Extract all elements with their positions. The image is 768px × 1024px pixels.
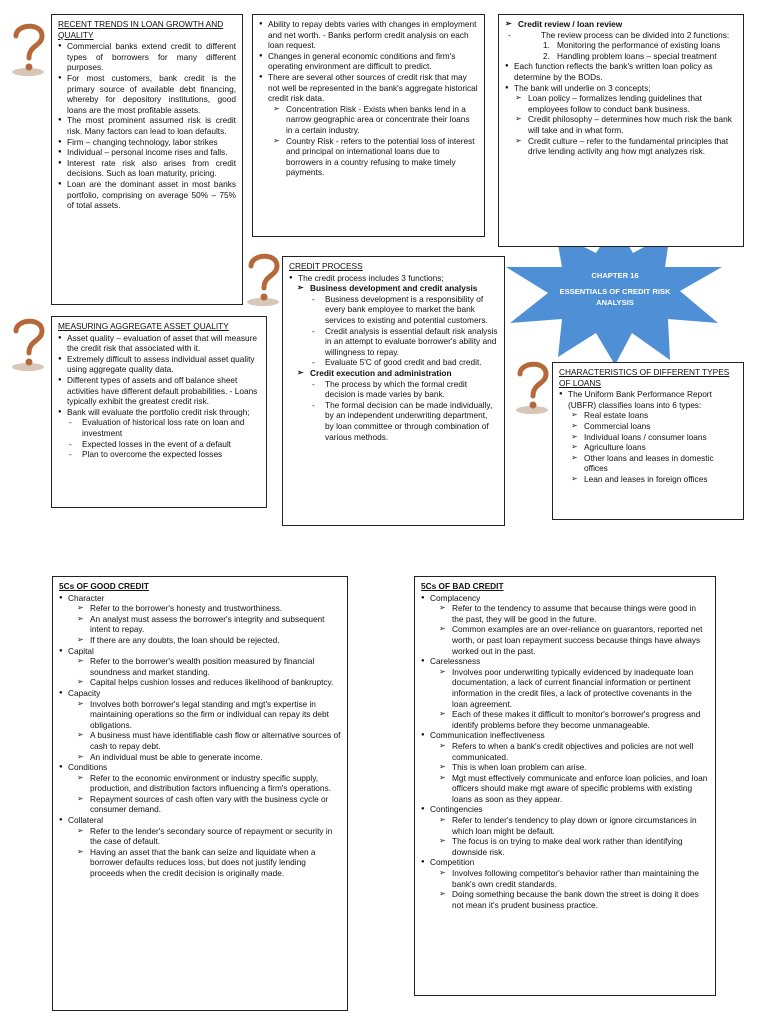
credit-factor xyxy=(421,593,709,657)
credit-factor-name: Competition xyxy=(430,857,475,868)
sub-item: ➢ Country Risk - refers to the potential loss of interest and principal on international loans due to borrowers in a country refusing to make timely payments. xyxy=(273,136,478,178)
chapter-number: CHAPTER 16 xyxy=(591,271,639,280)
loan-type-item: ➢ Other loans and leases in domestic offices xyxy=(571,453,737,474)
list-item: ● The bank will underlie on 3 concepts; xyxy=(505,83,737,94)
loan-type-item: ➢ Real estate loans xyxy=(571,410,737,421)
process-item: - Business development is a responsibility of every bank employee to market the bank services to existing and potential customers. xyxy=(309,294,498,326)
credit-review-title: ➢ Credit review / loan review xyxy=(505,19,737,30)
process-item: - The process by which the formal credit decision is made varies by bank. xyxy=(309,379,498,400)
chapter-title xyxy=(540,270,690,308)
loan-growth-box xyxy=(51,14,243,305)
credit-factor-point: ➢ Involves following competitor's behavior rather than maintaining the bank's own credit standards. xyxy=(439,868,709,889)
credit-factor xyxy=(59,593,341,646)
good-credit-box xyxy=(52,576,348,1011)
credit-factor xyxy=(421,656,709,730)
list-item: ● Different types of assets and off balance sheet activities have different default probabilities. - Loans typically exhibit the greatest credit risk. xyxy=(58,375,260,407)
list-item: ● Extremely difficult to assess individual asset quality using aggregate quality data. xyxy=(58,354,260,375)
credit-factor-point: ➢ Refer to the borrower's wealth position measured by financial soundness and market standing. xyxy=(77,656,341,677)
process-item: - The formal decision can be made individually, by an independent underwriting department, by loan committee or through combination of various methods. xyxy=(309,400,498,442)
list-item: ● The most prominent assumed risk is credit risk. Many factors can lead to loan defaults. xyxy=(58,115,236,136)
list-item: ● For most customers, bank credit is the primary source of available debt financing, whereby for depository institutions, good loans are the most profitable assets. xyxy=(58,73,236,115)
chapter-name: ESSENTIALS OF CREDIT RISK ANALYSIS xyxy=(559,287,671,307)
credit-factor-point: ➢ This is when loan problem can arise. xyxy=(439,762,709,773)
concept-item: ➢ Credit philosophy – determines how much risk the bank will take and in what form. xyxy=(515,114,737,135)
sub-item: - Evaluation of historical loss rate on loan and investment xyxy=(66,417,260,438)
credit-factor-name: Character xyxy=(68,592,105,603)
credit-factor-point: ➢ An analyst must assess the borrower's integrity and subsequent intent to repay. xyxy=(77,614,341,635)
concept-item: ➢ Credit culture – refer to the fundamental principles that drive lending activity ang how mgt analyzes risk. xyxy=(515,136,737,157)
credit-factor-point: ➢ Each of these makes it difficult to monitor's borrower's progress and identify problems before they become unmanageable. xyxy=(439,709,709,730)
list-item: ● Each function reflects the bank's written loan policy as determine by the BODs. xyxy=(505,61,737,82)
loan-type-item: ➢ Lean and leases in foreign offices xyxy=(571,474,737,485)
asset-quality-box xyxy=(51,316,267,508)
sub-item: ➢ Concentration Risk - Exists when banks lend in a narrow geographic area or concentrate their loans in a certain industry. xyxy=(273,104,478,136)
credit-factor-name: Capital xyxy=(68,645,94,656)
credit-factor-point: ➢ Refer to the lender's secondary source of repayment or security in the case of default. xyxy=(77,826,341,847)
credit-factor-point: ➢ Doing something because the bank down the street is doing it does not mean it's prudent business practice. xyxy=(439,889,709,910)
credit-factor xyxy=(59,762,341,815)
credit-factor-point: ➢ Refer to the tendency to assume that because things were good in the past, they will be good in the future. xyxy=(439,603,709,624)
credit-process-title: CREDIT PROCESS xyxy=(289,261,363,271)
function-credit-execution: ➢ Credit execution and administration xyxy=(297,368,498,379)
sub-item: - Plan to overcome the expected losses xyxy=(66,449,260,460)
question-mark-icon xyxy=(243,250,285,308)
process-item: - Evaluate 5'C of good credit and bad credit. xyxy=(309,357,498,368)
credit-factor-name: Carelessness xyxy=(430,656,481,667)
loan-growth-title: RECENT TRENDS IN LOAN GROWTH AND QUALITY xyxy=(58,19,224,40)
credit-factor-point: ➢ Capital helps cushion losses and reduces likelihood of bankruptcy. xyxy=(77,677,341,688)
process-item: - Credit analysis is essential default risk analysis in an attempt to evaluate borrower's ability and willingness to repay. xyxy=(309,326,498,358)
credit-factor-point: ➢ Common examples are an over-reliance on guarantors, reported net worth, or past loan repayment success because things have always worked out in the past. xyxy=(439,624,709,656)
process-intro: ● The credit process includes 3 functions; xyxy=(289,273,498,284)
loan-type-item: ➢ Individual loans / consumer loans xyxy=(571,432,737,443)
list-item: ● There are several other sources of credit risk that may not well be represented in the bank's aggregate historical credit risk data. xyxy=(259,72,478,104)
credit-factor-point: ➢ Involves both borrower's legal standing and mgt's expertise in maintaining operations so the firm or individual can repay its debt obligations. xyxy=(77,699,341,731)
credit-factor-point: ➢ Having an asset that the bank can seize and liquidate when a borrower defaults reduces loss, but does not justify lending proceeds when the credit decision is originally made. xyxy=(77,847,341,879)
loan-type-item: ➢ Agriculture loans xyxy=(571,442,737,453)
review-functions: 1. Monitoring the performance of existing loans 2. Handling problem loans – special treatment xyxy=(543,40,721,61)
loan-types-title: CHARACTERISTICS OF DIFFERENT TYPES OF LOANS xyxy=(559,367,730,388)
list-item: ● Changes in general economic conditions and firm's operating environment are difficult to predict. xyxy=(259,51,478,72)
list-item: ● Individual – personal income rises and falls. xyxy=(58,147,236,158)
good-credit-title: 5Cs OF GOOD CREDIT xyxy=(59,581,149,591)
credit-factor-name: Complacency xyxy=(430,592,481,603)
credit-factor-name: Collateral xyxy=(68,815,104,826)
credit-factor xyxy=(421,730,709,804)
bad-credit-title: 5Cs OF BAD CREDIT xyxy=(421,581,504,591)
loan-type-item: ➢ Commercial loans xyxy=(571,421,737,432)
credit-factor-point: ➢ Refers to when a bank's credit objectives and policies are not well communicated. xyxy=(439,741,709,762)
credit-factor-point: ➢ Refer to lender's tendency to play down or ignore circumstances in which loan might be default. xyxy=(439,815,709,836)
credit-factor-point: ➢ The focus is on trying to make deal work rather than identifying downside risk. xyxy=(439,836,709,857)
question-mark-icon xyxy=(8,20,50,78)
credit-factor-name: Conditions xyxy=(68,762,108,773)
asset-quality-title: MEASURING AGGREGATE ASSET QUALITY xyxy=(58,321,229,331)
credit-process-box xyxy=(282,256,505,526)
list-item: ● Ability to repay debts varies with changes in employment and net worth. - Banks perform credit analysis on each loan request. xyxy=(259,19,478,51)
credit-factor-point: ➢ Involves poor underwriting typically evidenced by inadequate loan documentation, a lack of current financial information or pertinent information in the credit files, a lack of protective covenants in the loan agreement. xyxy=(439,667,709,709)
credit-factor-name: Communication ineffectiveness xyxy=(430,730,545,741)
bad-credit-box xyxy=(414,576,716,996)
credit-factor-point: ➢ An individual must be able to generate income. xyxy=(77,752,341,763)
function-business-development: ➢ Business development and credit analysis xyxy=(297,283,498,294)
credit-factor-point: ➢ Refer to the borrower's honesty and trustworthiness. xyxy=(77,603,341,614)
credit-factor xyxy=(59,688,341,762)
loan-types-box xyxy=(552,362,744,520)
credit-review-box xyxy=(498,14,744,247)
list-item: ● Bank will evaluate the portfolio credit risk through; xyxy=(58,407,260,418)
list-item: ● Firm – changing technology, labor strikes xyxy=(58,137,236,148)
sub-item: - Expected losses in the event of a default xyxy=(66,439,260,450)
credit-factor-point: ➢ A business must have identifiable cash flow or alternative sources of cash to repay debt. xyxy=(77,730,341,751)
list-item: ● Asset quality – evaluation of asset that will measure the credit risk that associated with it. xyxy=(58,333,260,354)
credit-factor-point: ➢ Refer to the economic environment or industry specific supply, production, and distribution factors influencing a firm's operations. xyxy=(77,773,341,794)
list-item: ● Loan are the dominant asset in most banks portfolio, comprising on average 50% – 75% of total assets. xyxy=(58,179,236,211)
credit-factor xyxy=(421,857,709,910)
question-mark-icon xyxy=(8,315,50,373)
credit-factor-point: ➢ Repayment sources of cash often vary with the business cycle or consumer demand. xyxy=(77,794,341,815)
credit-factor-point: ➢ Mgt must effectively communicate and enforce loan policies, and loan officers should make mgt aware of specific problems with existing loans as soon as they appear. xyxy=(439,773,709,805)
concept-item: ➢ Loan policy – formalizes lending guidelines that employees follow to conduct bank business. xyxy=(515,93,737,114)
list-item: ● Interest rate risk also arises from credit decisions. Such as loan maturity, pricing. xyxy=(58,158,236,179)
credit-risk-box xyxy=(252,14,485,237)
credit-factor xyxy=(59,646,341,688)
loan-types-intro: ● The Uniform Bank Performance Report (UBFR) classifies loans into 6 types: xyxy=(559,389,737,410)
credit-factor xyxy=(421,804,709,857)
list-item: ● Commercial banks extend credit to different types of borrowers for many different purposes. xyxy=(58,41,236,73)
review-intro: - The review process can be divided into 2 functions: xyxy=(505,30,737,41)
credit-factor-point: ➢ If there are any doubts, the loan should be rejected. xyxy=(77,635,341,646)
credit-factor-name: Capacity xyxy=(68,687,101,698)
credit-factor xyxy=(59,815,341,879)
credit-factor-name: Contingencies xyxy=(430,804,483,815)
